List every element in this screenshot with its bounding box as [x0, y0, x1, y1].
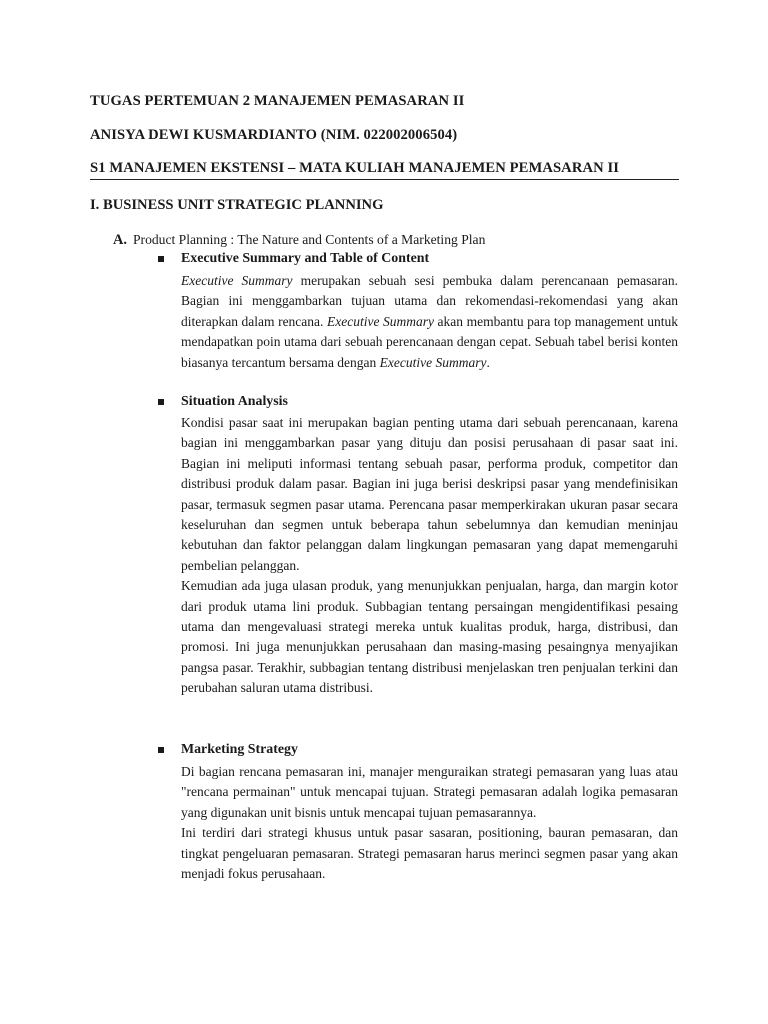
italic-term: Executive Summary	[181, 273, 293, 288]
bullet-square-icon	[158, 399, 164, 405]
italic-term: Executive Summary	[326, 313, 434, 329]
text-run: merupakan sebuah sesi pembuka dalam perencanaan pemasaran. Bagian ini menggambarkan tujuan utama dan rekomendasi-rekomendasi yang akan diterapkan dalam rencana.	[181, 273, 678, 329]
header-assignment-title: TUGAS PERTEMUAN 2 MANAJEMEN PEMASARAN II	[90, 93, 465, 109]
header-divider	[90, 179, 679, 180]
item-body-marketing-strategy	[181, 762, 678, 884]
header-student-name: ANISYA DEWI KUSMARDIANTO (NIM. 022002006504)	[90, 127, 458, 143]
bullet-square-icon	[158, 747, 164, 753]
item-body-situation-analysis	[181, 413, 678, 699]
item-title-executive-summary: Executive Summary and Table of Content	[181, 251, 430, 266]
text-run: .	[486, 354, 490, 370]
subsection-letter: A.	[113, 232, 127, 248]
item-title-situation-analysis: Situation Analysis	[181, 394, 288, 409]
paragraph	[181, 271, 678, 373]
section-title: I. BUSINESS UNIT STRATEGIC PLANNING	[90, 197, 384, 213]
paragraph: Ini terdiri dari strategi khusus untuk pasar sasaran, positioning, bauran pemasaran, dan tingkat pengeluaran pemasaran. Strategi pemasaran harus merinci segmen pasar yang akan menjadi fokus perusahaan.	[181, 825, 678, 882]
text-run: akan membantu para top management untuk mendapatkan poin utama dari sebuah perencanaan dengan cepat. Sebuah tabel berisi konten biasanya tercantum bersama dengan	[181, 313, 679, 370]
bullet-square-icon	[158, 256, 164, 262]
header-course-info: S1 MANAJEMEN EKSTENSI – MATA KULIAH MANAJEMEN PEMASARAN II	[90, 160, 620, 176]
subsection-title: Product Planning : The Nature and Contents of a Marketing Plan	[133, 232, 486, 247]
item-title-marketing-strategy: Marketing Strategy	[181, 742, 298, 757]
item-body-executive-summary	[181, 271, 678, 373]
paragraph: Di bagian rencana pemasaran ini, manajer menguraikan strategi pemasaran yang luas atau "rencana permainan" untuk mencapai tujuan. Strategi pemasaran adalah logika pemasaran yang digunakan unit bisnis untuk mencapai tujuan pemasarannya.	[181, 764, 678, 820]
italic-term: Executive Summary	[379, 354, 487, 370]
paragraph: Kemudian ada juga ulasan produk, yang menunjukkan penjualan, harga, dan margin kotor dari produk utama lini produk. Subbagian tentang persaingan mengidentifikasi pesaing utama dan mengevaluasi strategi mereka untuk kualitas produk, harga, distribusi, dan promosi. Ini juga menunjukkan perusahaan dan masing-masing pesaingnya menyajikan pangsa pasar. Terakhir, subbagian tentang distribusi menjelaskan tren penjualan terkini dan perubahan saluran utama distribusi.	[181, 578, 678, 696]
paragraph: Kondisi pasar saat ini merupakan bagian penting utama dari sebuah perencanaan, karena bagian ini menggambarkan pasar yang dituju dan posisi perusahaan di pasar saat ini. Bagian ini meliputi informasi tentang sebuah pasar, performa produk, competitor dan distribusi produk dalam pasar. Bagian ini juga berisi deskripsi pasar yang mendefinisikan pasar, termasuk segmen pasar utama. Perencana pasar memperkirakan ukuran pasar secara keseluruhan dan segmen untuk beberapa tahun sebelumnya dan kemudian meninjau kebutuhan dan faktor pelanggan dalam lingkungan pemasaran yang dapat memengaruhi pembelian pelanggan.	[181, 415, 678, 573]
subsection-heading	[113, 232, 485, 249]
